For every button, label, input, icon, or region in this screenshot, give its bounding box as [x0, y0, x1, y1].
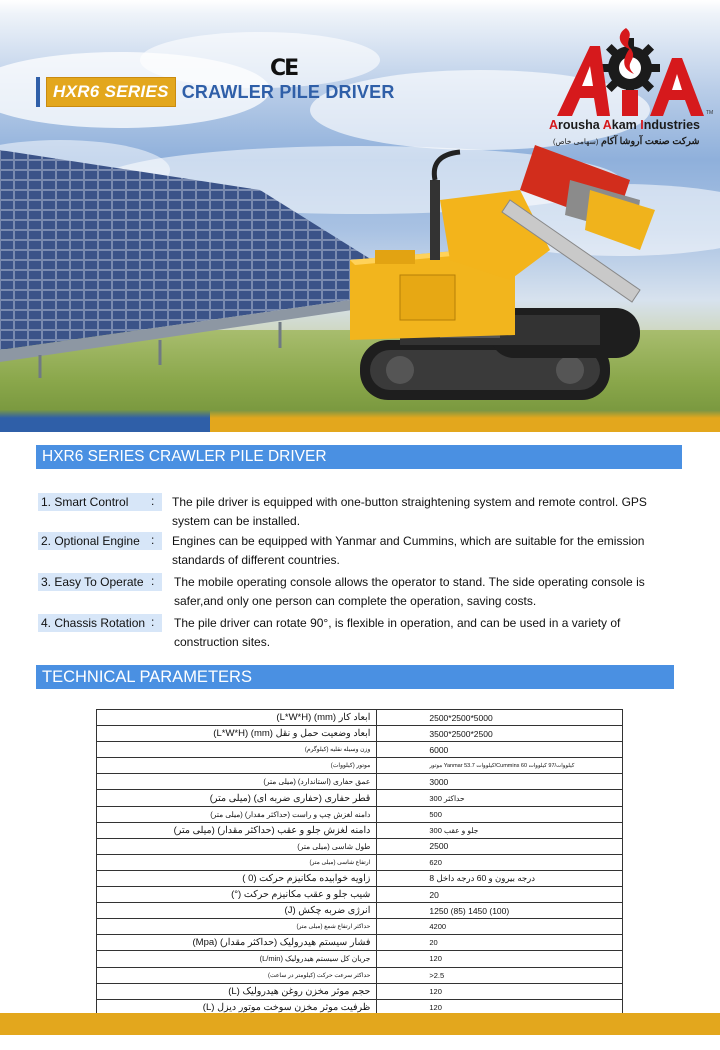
feature-description: The pile driver can rotate 90°, is flexible in operation, and can be used in a variety of construction sites. — [174, 616, 621, 649]
table-row: فشار سیستم هیدرولیک (حداکثر مقدار) (Mpa) 20 — [97, 935, 623, 951]
crawler-pile-driver-photo — [340, 140, 660, 425]
table-row: موتور (کیلووات) موتور Yanmar 53.7 کیلووات/Cummins 60 کیلووات/97 کیلووات — [97, 758, 623, 774]
table-row: قطر حفاری (حفاری ضربه ای) (میلی متر) 300 حداکثر — [97, 790, 623, 806]
table-row: ارتفاع شاسی (میلی متر) 620 — [97, 854, 623, 870]
feature-label: 3. Easy To Operate — [38, 573, 162, 591]
feature-description: The mobile operating console allows the operator to stand. The side operating console is safer,and only one person can complete the operation, saving costs. — [174, 575, 645, 608]
title-accent-bar — [36, 77, 40, 107]
table-row: عمق حفاری (استاندارد) (میلی متر) 3000 — [97, 774, 623, 790]
technical-parameters-title: TECHNICAL PARAMETERS — [36, 665, 674, 689]
product-title — [36, 74, 395, 110]
table-row: جریان کل سیستم هیدرولیک (L/min) 120 — [97, 951, 623, 967]
title-text: CRAWLER PILE DRIVER — [181, 81, 395, 102]
table-row: دامنه لغزش چپ و راست (حداکثر مقدار) (میلی متر) 500 — [97, 806, 623, 822]
table-row: شیب جلو و عقب مکانیزم حرکت (°) 20 — [97, 887, 623, 903]
table-row: حداکثر ارتفاع شمع (میلی متر) 4200 — [97, 919, 623, 935]
brand-name-persian: شرکت صنعت آروشا آکام (سهامی خاص) — [553, 136, 700, 147]
feature-label: 1. Smart Control — [38, 493, 162, 511]
table-row: حجم موثر مخزن روغن هیدرولیک (L) 120 — [97, 983, 623, 999]
feature-description: The pile driver is equipped with one-button straightening system and remote control. GPS system can be installed. — [172, 495, 647, 528]
feature-description: Engines can be equipped with Yanmar and Cummins, which are suitable for the emission standards of different countries. — [172, 534, 645, 567]
ce-mark: CE — [270, 56, 298, 81]
footer-band — [0, 1013, 720, 1035]
trademark-symbol: TM — [706, 110, 714, 116]
table-row: ابعاد وضعیت حمل و نقل (mm) (L*W*H) 3500*2500*2500 — [97, 726, 623, 742]
table-row: وزن وسیله نقلیه (کیلوگرم) 6000 — [97, 742, 623, 758]
overview-section-title: HXR6 SERIES CRAWLER PILE DRIVER — [36, 445, 682, 469]
aak-industries-logo — [552, 28, 720, 153]
series-tag: HXR6 SERIES — [46, 77, 176, 107]
table-row: زاویه خوابیده مکانیزم حرکت (0 ) 8 درجه بیرون و 60 درجه داخل — [97, 870, 623, 886]
feature-label: 2. Optional Engine — [38, 532, 162, 550]
technical-parameters-table — [96, 709, 623, 1016]
feature-label: 4. Chassis Rotation — [38, 614, 162, 632]
hero-color-band — [0, 410, 720, 432]
table-row: حداکثر سرعت حرکت (کیلومتر در ساعت) >2.5 — [97, 967, 623, 983]
table-row: ظرفیت موثر مخزن سوخت موتور دیزل (L) 120 — [97, 999, 623, 1015]
table-row: ابعاد کار (mm) (L*W*H) 2500*2500*5000 — [97, 710, 623, 726]
brand-name-english: Arousha Akam Industries — [549, 118, 700, 132]
table-row: انرژی ضربه چکش (J) 1250 (85) 1450 (100) — [97, 903, 623, 919]
table-row: طول شاسی (میلی متر) 2500 — [97, 838, 623, 854]
table-row: دامنه لغزش جلو و عقب (حداکثر مقدار) (میلی متر) جلو و عقب 300 — [97, 822, 623, 838]
